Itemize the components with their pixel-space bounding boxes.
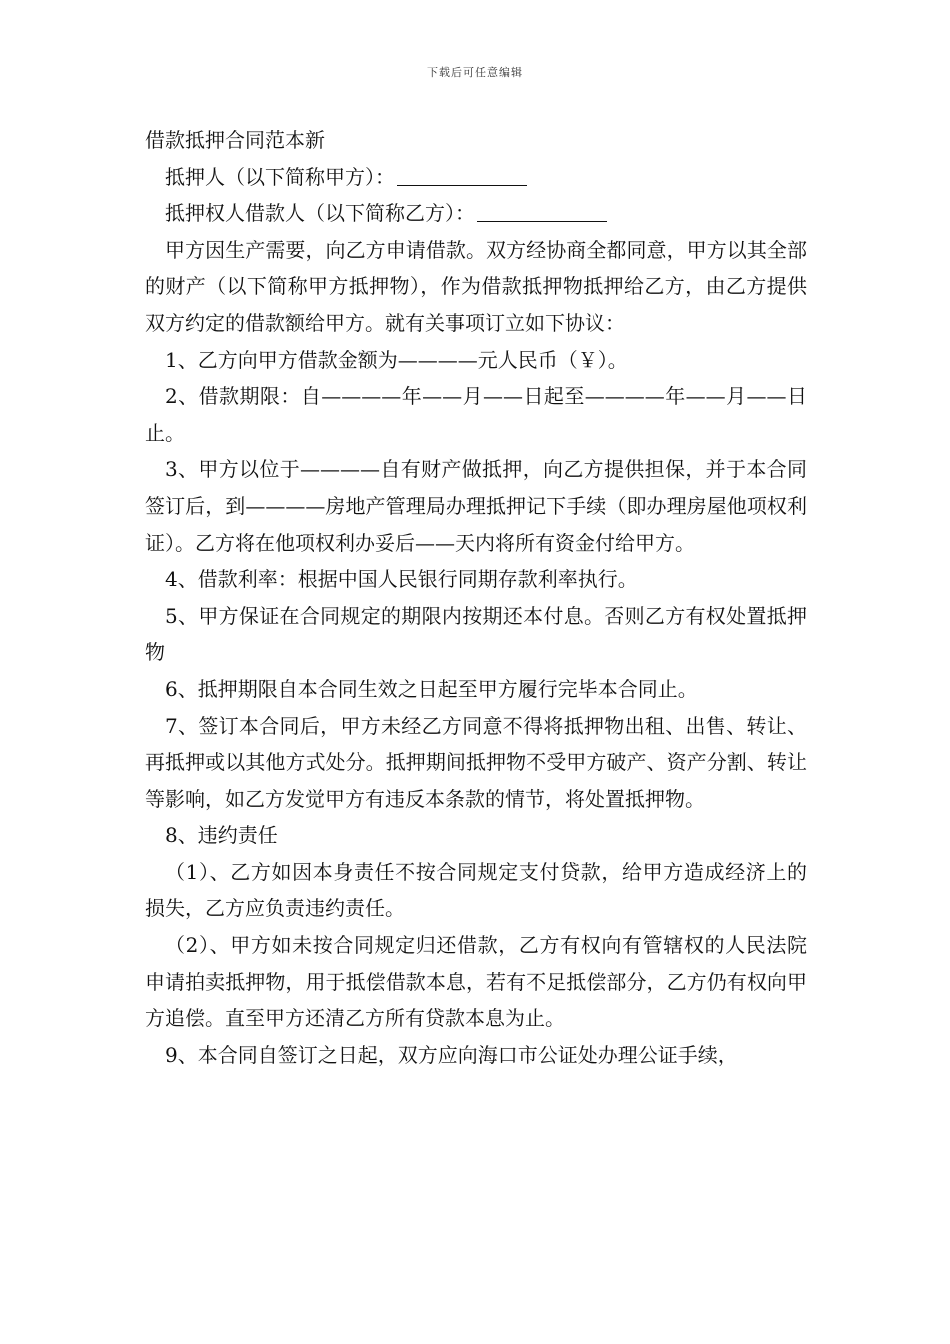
party-a-line bbox=[145, 159, 807, 196]
clause-6: 6、抵押期限自本合同生效之日起至甲方履行完毕本合同止。 bbox=[165, 676, 698, 701]
clause-9: 9、本合同自签订之日起，双方应向海口市公证处办理公证手续， bbox=[165, 1042, 738, 1067]
party-b-line bbox=[145, 195, 807, 232]
document-body bbox=[145, 122, 807, 1073]
header-note: 下载后可任意编辑 bbox=[427, 66, 523, 79]
party-b-label: 抵押权人借款人（以下简称乙方）： bbox=[165, 201, 475, 226]
clause-8: 8、违约责任 bbox=[165, 823, 278, 848]
clause-4: 4、借款利率：根据中国人民银行同期存款利率执行。 bbox=[165, 567, 638, 592]
intro-paragraph: 甲方因生产需要，向乙方申请借款。双方经协商全都同意，甲方以其全部的财产（以下简称甲方抵押物），作为借款抵押物抵押给乙方，由乙方提供双方约定的借款额给甲方。就有关事项订立如下协议： bbox=[145, 237, 807, 335]
clause-2: 2、借款期限：自————年——月——日起至————年——月——日止。 bbox=[145, 384, 807, 445]
party-b-blank bbox=[477, 201, 607, 222]
document-title: 借款抵押合同范本新 bbox=[145, 128, 325, 152]
clause-8-2: （2）、甲方如未按合同规定归还借款，乙方有权向有管辖权的人民法院申请拍卖抵押物，用于抵偿借款本息，若有不足抵偿部分，乙方仍有权向甲方追偿。直至甲方还清乙方所有贷款本息为止。 bbox=[145, 933, 807, 1031]
clause-7: 7、签订本合同后，甲方未经乙方同意不得将抵押物出租、出售、转让、再抵押或以其他方式处分。抵押期间抵押物不受甲方破产、资产分割、转让等影响，如乙方发觉甲方有违反本条款的情节，将处置抵押物。 bbox=[145, 713, 807, 811]
clause-3: 3、甲方以位于————自有财产做抵押，向乙方提供担保，并于本合同签订后，到————房地产管理局办理抵押记下手续（即办理房屋他项权利证）。乙方将在他项权利办妥后——天内将所有资金付给甲方。 bbox=[145, 457, 807, 555]
party-a-blank bbox=[397, 165, 527, 186]
clause-1: 1、乙方向甲方借款金额为————元人民币（￥）。 bbox=[165, 347, 628, 372]
clause-5: 5、甲方保证在合同规定的期限内按期还本付息。否则乙方有权处置抵押物 bbox=[145, 603, 807, 665]
party-a-label: 抵押人（以下简称甲方）： bbox=[165, 164, 395, 189]
clause-8-1: （1）、乙方如因本身责任不按合同规定支付贷款，给甲方造成经济上的损失，乙方应负责违约责任。 bbox=[145, 859, 807, 921]
